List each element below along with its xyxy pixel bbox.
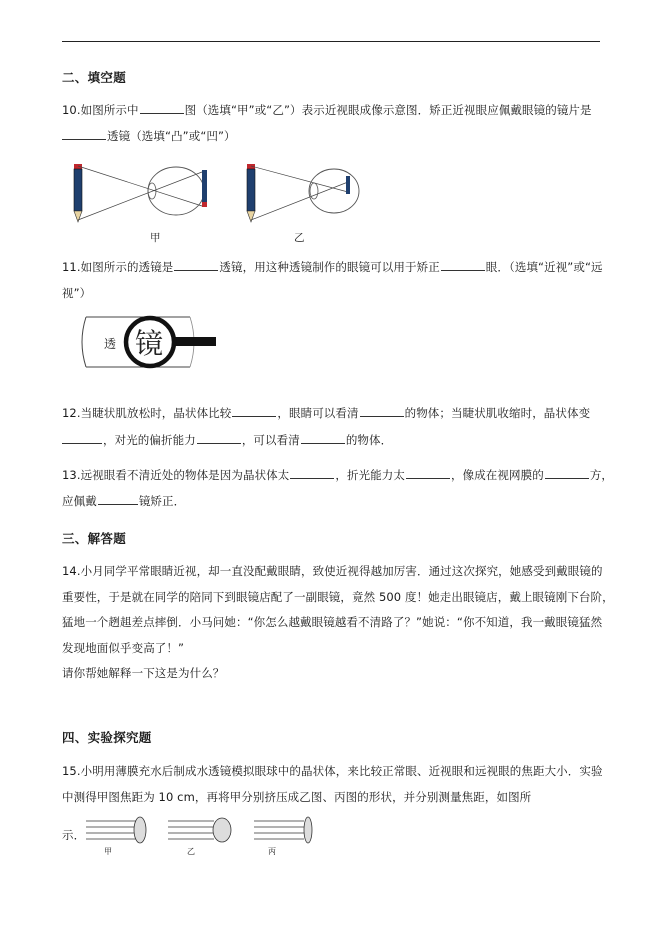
q15-line3: 示． [62,828,86,842]
q13-text-d: 方， [589,468,614,482]
answer-blank[interactable] [301,432,345,444]
q14-line3: 猛地一个趔趄差点摔倒．小马问她：“你怎么越戴眼镜越看不清路了？”她说：“你不知道，我一戴眼镜猛然 [62,615,603,629]
q11-text-a: 11.如图所示的透镜是 [62,260,174,274]
q13-text-e: 应佩戴 [62,494,97,508]
q12-line1 [62,405,590,421]
pencil-body [74,169,82,211]
q13-text-f: 镜矫正． [138,494,186,508]
answer-blank[interactable] [290,467,334,479]
q10-line1 [62,102,592,118]
q12-text-e: ，可以看清 [241,433,300,447]
q12-text-c: 的物体；当睫状肌收缩时，晶状体变 [404,406,591,420]
water-lens [213,818,231,842]
magnifier-handle [172,337,216,346]
q14-line5: 请你帮她解释一下这是为什么？ [62,666,225,680]
pencil-eraser [74,164,82,169]
lens-caption-bing: 丙 [268,847,276,856]
pencil-body [247,169,255,211]
lens-caption-yi: 乙 [187,847,195,856]
q11-line2 [62,285,91,301]
q13-line1 [62,467,613,483]
q15-line1: 15.小明用薄膜充水后制成水透镜模拟眼球中的晶状体，来比较正常眼、近视眼和远视眼的焦距大小．实验 [62,764,603,778]
inverted-image [202,170,207,206]
answer-blank[interactable] [140,102,184,114]
q11-text-c: 眼．（选填“近视”或“远 [485,260,603,274]
small-character: 透 [104,337,117,351]
q10-text-b: 图（选填“甲”或“乙”）表示近视眼成像示意图．矫正近视眼应佩戴眼镜的镜片是 [184,103,592,117]
q15-line2: 中测得甲图焦距为 10 cm，再将甲分别挤压成乙图、丙图的形状，并分别测量焦距，如图所 [62,790,532,804]
q10-text-c: 透镜（选填“凸”或“凹”） [107,129,236,143]
image-before-retina [346,176,350,194]
answer-blank[interactable] [232,405,276,417]
figure-caption-jia: 甲 [150,232,161,244]
figure-magnifier [72,313,222,373]
q14-line4: 发现地面似乎变高了！” [62,641,185,655]
q13-text-a: 13.远视眼看不清近处的物体是因为晶状体太 [62,468,290,482]
q12-text-a: 12.当睫状肌放松时，晶状体比较 [62,406,232,420]
section-heading-answer: 三、解答题 [62,531,127,546]
header-rule [62,41,600,42]
water-lens [304,817,312,843]
section-heading-fill-in: 二、填空题 [62,70,127,85]
q11-text-b: 透镜，用这种透镜制作的眼镜可以用于矫正 [219,260,440,274]
answer-blank[interactable] [62,432,102,444]
q12-text-b: ，眼睛可以看清 [277,406,359,420]
magnified-character: 镜 [135,327,164,360]
eye-lens [310,183,318,199]
q13-line2 [62,493,185,509]
q14-line1: 14.小月同学平常眼睛近视，却一直没配戴眼睛，致使近视得越加厉害．通过这次探究，她感受到戴眼镜的 [62,564,603,578]
figure-lens-bing [252,815,322,847]
figure-eye-jia [66,158,216,228]
eyeball [309,169,359,213]
pencil-tip [74,211,82,222]
water-lens [134,817,146,843]
q11-line1 [62,259,603,275]
section-heading-experiment: 四、实验探究题 [62,730,152,745]
q13-text-c: ，像成在视网膜的 [451,468,544,482]
figure-eye-yi [242,158,372,228]
q10-line2 [62,128,236,144]
q10-text-a: 10.如图所示中 [62,103,139,117]
answer-blank[interactable] [174,259,218,271]
answer-blank[interactable] [360,405,404,417]
answer-blank[interactable] [406,467,450,479]
lens-caption-jia: 甲 [104,847,112,856]
q14-line2: 重要性，于是就在同学的陪同下到眼镜店配了一副眼镜，竟然 500 度！她走出眼镜店，戴上眼镜刚下台阶， [62,590,614,604]
q12-text-f: 的物体． [345,433,393,447]
q12-line2 [62,432,392,448]
answer-blank[interactable] [197,432,241,444]
answer-blank[interactable] [441,259,485,271]
q12-text-d: ，对光的偏折能力 [103,433,196,447]
answer-blank[interactable] [98,493,138,505]
answer-blank[interactable] [545,467,589,479]
answer-blank[interactable] [62,128,106,140]
q13-text-b: ，折光能力太 [335,468,405,482]
figure-caption-yi: 乙 [294,232,305,244]
q11-text-d: 视”） [62,286,92,300]
figure-lens-jia [84,815,154,847]
figure-lens-yi [166,815,236,847]
